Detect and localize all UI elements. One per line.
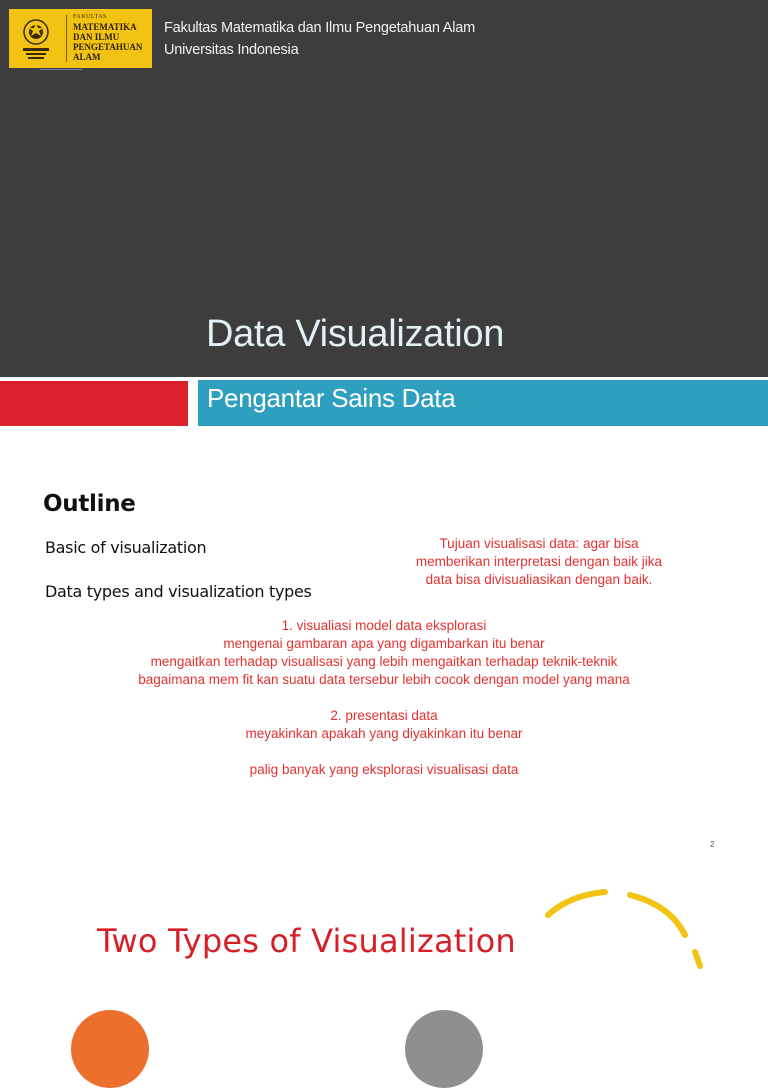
- faculty-text: [164, 17, 475, 61]
- gray-circle: [405, 1010, 483, 1088]
- red-accent-bar: [0, 381, 188, 426]
- logo-divider: [66, 15, 67, 62]
- university-name: Universitas Indonesia: [164, 42, 299, 58]
- title-slide: [0, 0, 768, 428]
- orange-circle: [71, 1010, 149, 1088]
- logo-underline: [40, 69, 82, 70]
- slide-subtitle: Pengantar Sains Data: [207, 383, 456, 413]
- note-line: palig banyak yang eksplorasi visualisasi data: [249, 762, 519, 777]
- slide-title: Data Visualization: [206, 313, 505, 355]
- logo-faculty-name: MATEMATIKA DAN ILMU PENGETAHUAN ALAM: [73, 22, 143, 62]
- logo-small-text: FAKULTAS: [73, 14, 107, 20]
- note-line: mengaitkan terhadap visualisasi yang lebih mengaitkan terhadap teknik-teknik: [150, 654, 618, 669]
- decorative-arc-icon: [530, 870, 730, 980]
- outline-heading: Outline: [43, 491, 136, 517]
- note-line: meyakinkan apakah yang diyakinkan itu benar: [245, 726, 523, 741]
- note-line: Tujuan visualisasi data: agar bisa: [439, 536, 639, 551]
- page-number: 2: [710, 840, 715, 849]
- faculty-logo: [9, 9, 152, 68]
- note-line: mengenai gambaran apa yang digambarkan itu benar: [223, 636, 545, 651]
- note-line: [84, 689, 684, 707]
- note-line: bagaimana mem fit kan suatu data tersebur lebih cocok dengan model yang mana: [138, 672, 630, 687]
- outline-item-basic: Basic of visualization: [45, 538, 207, 557]
- types-slide-title: Two Types of Visualization: [97, 922, 516, 960]
- note-line: data bisa divisualiasikan dengan baik.: [425, 572, 653, 587]
- university-seal-icon: [15, 14, 57, 62]
- note-purpose: [394, 535, 684, 589]
- note-line: 1. visualiasi model data eksplorasi: [281, 618, 487, 633]
- note-line: memberikan interpretasi dengan baik jika: [415, 554, 663, 569]
- note-line: 2. presentasi data: [330, 708, 438, 723]
- faculty-name: Fakultas Matematika dan Ilmu Pengetahuan Alam: [164, 20, 475, 36]
- note-types: [84, 617, 684, 779]
- note-line: [84, 743, 684, 761]
- outline-item-data-types: Data types and visualization types: [45, 582, 312, 601]
